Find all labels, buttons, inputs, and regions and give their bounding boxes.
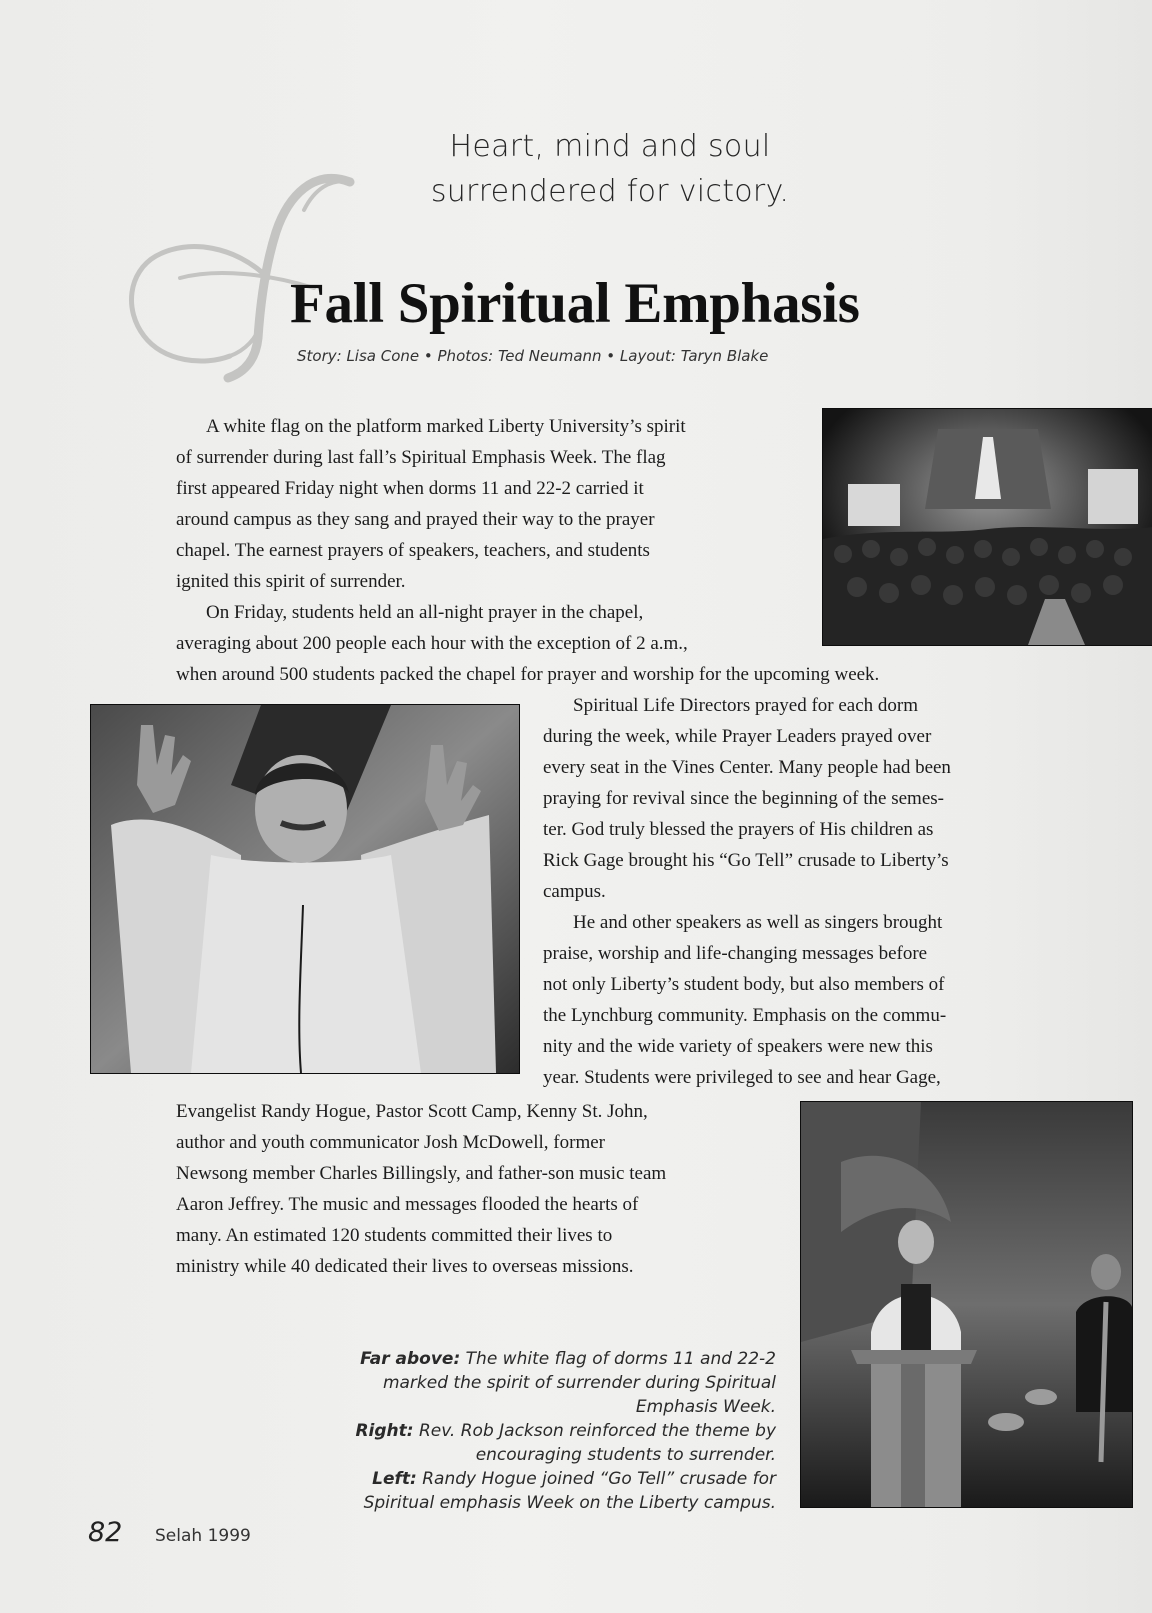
body-line: nity and the wide variety of speakers were new this [543,1036,933,1057]
body-line: when around 500 students packed the chapel for prayer and worship for the upcoming week. [176,664,880,685]
body-text-block-1 [176,411,688,659]
article-title: Fall Spiritual Emphasis [290,272,860,335]
caption-left-label: Left: [372,1469,417,1489]
photo-speaker-hands-raised [90,704,520,1074]
body-line: ter. God truly blessed the prayers of His children as [543,819,934,840]
body-line: Evangelist Randy Hogue, Pastor Scott Camp, Kenny St. John, [176,1101,648,1122]
caption-left [330,1467,776,1515]
body-line: the Lynchburg community. Emphasis on the commu- [543,1005,947,1026]
body-line: ministry while 40 dedicated their lives to overseas missions. [176,1256,634,1277]
caption-right [330,1419,776,1467]
body-text-block-2 [176,659,879,690]
body-text-block-4 [176,1096,666,1282]
caption-right-label: Right: [355,1421,414,1441]
photo-captions [330,1347,776,1515]
caption-far-above-text: The white flag of dorms 11 and 22-2 marked the spirit of surrender during Spiritual Emphasis Week. [382,1349,776,1417]
body-line: campus. [543,881,606,902]
body-line: during the week, while Prayer Leaders prayed over [543,726,932,747]
body-line: ignited this spirit of surrender. [176,571,406,592]
body-line: Newsong member Charles Billingsly, and father-son music team [176,1163,667,1184]
publication-name: Selah 1999 [155,1526,251,1546]
caption-right-text: Rev. Rob Jackson reinforced the theme by encouraging students to surrender. [413,1421,776,1465]
tagline-line-2: surrendered for victory. [430,174,790,209]
body-text-block-3 [543,690,951,1093]
body-line: chapel. The earnest prayers of speakers, teachers, and students [176,540,650,561]
body-line: averaging about 200 people each hour with the exception of 2 a.m., [176,633,688,654]
caption-far-above-label: Far above: [360,1349,461,1369]
caption-far-above [330,1347,776,1419]
caption-left-text: Randy Hogue joined “Go Tell” crusade for Spiritual emphasis Week on the Liberty campus. [363,1469,776,1513]
body-line: Spiritual Life Directors prayed for each dorm [573,695,919,716]
body-line: A white flag on the platform marked Liberty University’s spirit [206,416,686,437]
body-line: He and other speakers as well as singers brought [573,912,943,933]
body-line: of surrender during last fall’s Spiritual Emphasis Week. The flag [176,447,666,468]
body-line: praise, worship and life-changing messages before [543,943,928,964]
body-line: not only Liberty’s student body, but also members of [543,974,945,995]
tagline-line-1: Heart, mind and soul [449,129,771,164]
photo-chapel-crowd [822,408,1152,646]
body-line: every seat in the Vines Center. Many people had been [543,757,951,778]
body-line: praying for revival since the beginning of the semes- [543,788,944,809]
body-line: many. An estimated 120 students committed their lives to [176,1225,613,1246]
credits-line: Story: Lisa Cone • Photos: Ted Neumann • Layout: Taryn Blake [297,347,769,365]
body-line: year. Students were privileged to see and hear Gage, [543,1067,941,1088]
photo-preacher-at-pulpit [800,1101,1133,1508]
tagline [395,124,825,214]
body-line: Rick Gage brought his “Go Tell” crusade to Liberty’s [543,850,949,871]
body-line: first appeared Friday night when dorms 11 and 22-2 carried it [176,478,644,499]
body-line: author and youth communicator Josh McDowell, former [176,1132,605,1153]
page-number: 82 [88,1517,123,1548]
body-line: Aaron Jeffrey. The music and messages flooded the hearts of [176,1194,639,1215]
body-line: around campus as they sang and prayed their way to the prayer [176,509,655,530]
body-line: On Friday, students held an all-night prayer in the chapel, [206,602,644,623]
